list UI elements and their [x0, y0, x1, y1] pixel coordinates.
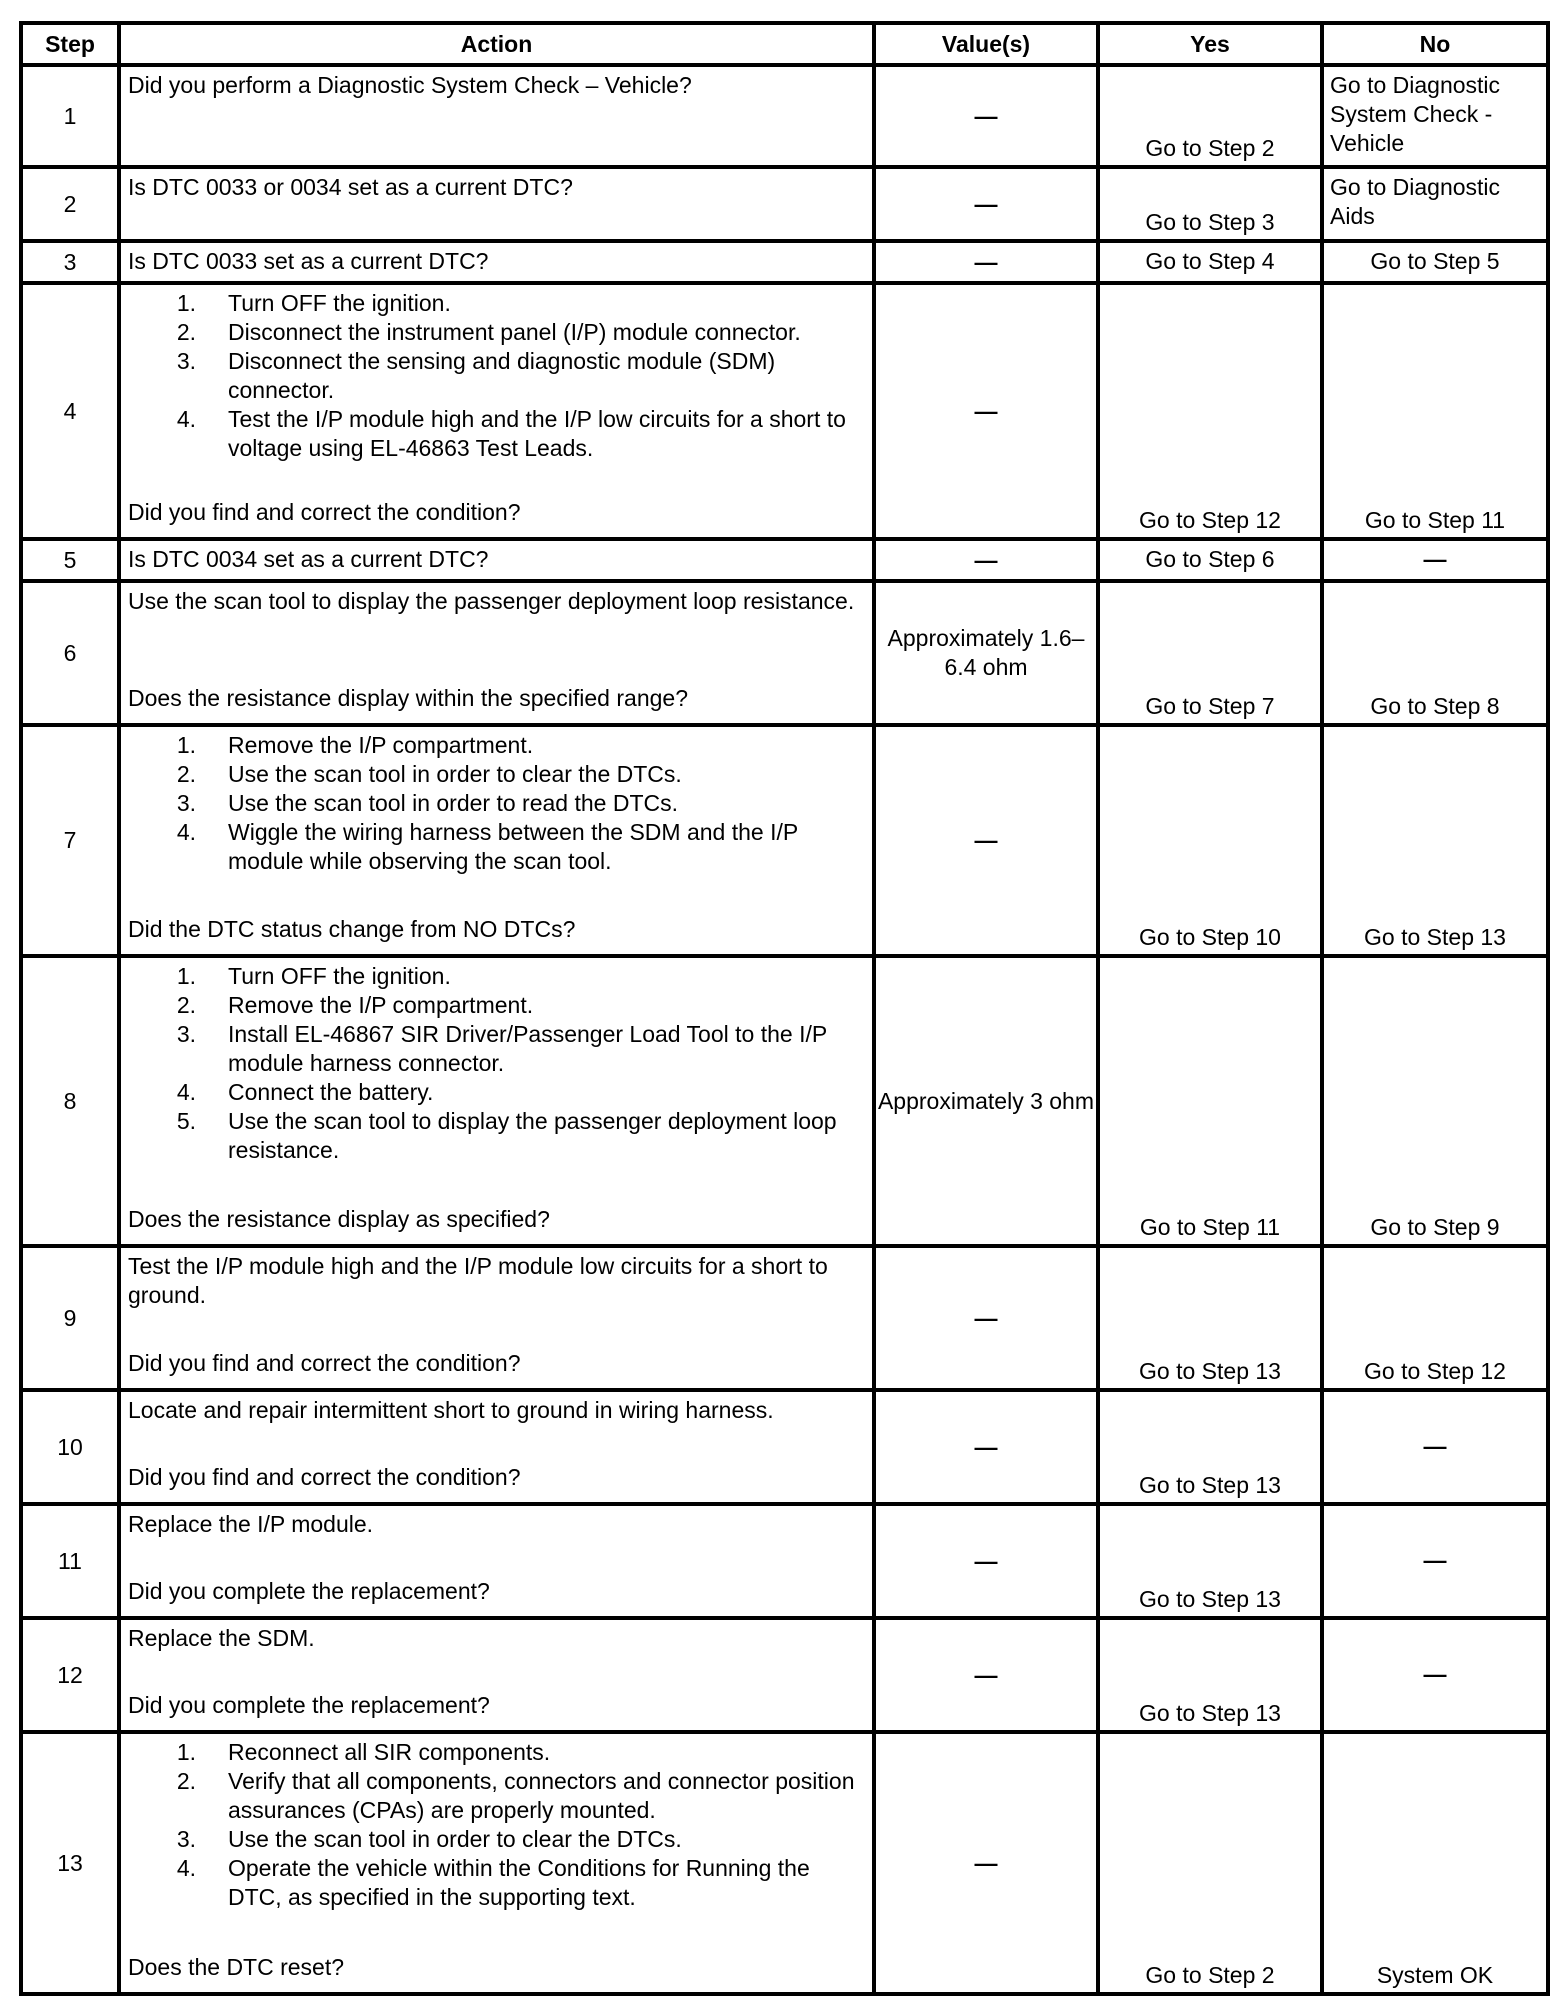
action-step: 3. Use the scan tool in order to clear the DTCs. [128, 1825, 866, 1854]
action-question: Did the DTC status change from NO DTCs? [128, 916, 576, 942]
action-step: 1. Turn OFF the ignition. [128, 289, 866, 318]
step-number: 1 [21, 65, 119, 167]
header-action: Action [119, 23, 874, 65]
action-text: Is DTC 0034 set as a current DTC? [128, 546, 489, 572]
action-text: Use the scan tool to display the passenger deployment loop resistance. [128, 588, 855, 614]
no-cell: System OK [1322, 1732, 1548, 1994]
yes-cell: Go to Step 2 [1098, 65, 1322, 167]
action-text: Replace the I/P module. [128, 1511, 374, 1537]
action-step-text: Turn OFF the ignition. [228, 963, 451, 989]
action-step-text: Disconnect the instrument panel (I/P) module connector. [228, 319, 801, 345]
table-row [21, 283, 1548, 539]
action-step-text: Verify that all components, connectors and connector position assurances (CPAs) are properly mounted. [228, 1768, 855, 1823]
action-step-text: Connect the battery. [228, 1079, 434, 1105]
action-step: 4. Wiggle the wiring harness between the SDM and the I/P module while observing the scan tool. [128, 818, 866, 876]
step-number: 6 [21, 581, 119, 725]
table-row [21, 1390, 1548, 1504]
action-step: 4. Test the I/P module high and the I/P low circuits for a short to voltage using EL-46863 Test Leads. [128, 405, 866, 463]
yes-cell: Go to Step 13 [1098, 1390, 1322, 1504]
yes-cell: Go to Step 6 [1098, 539, 1322, 581]
no-cell: Go to Diagnostic System Check - Vehicle [1322, 65, 1548, 167]
header-no: No [1322, 23, 1548, 65]
action-text: Is DTC 0033 or 0034 set as a current DTC? [128, 174, 573, 200]
action-steps-list [128, 1738, 866, 1912]
action-question: Does the resistance display as specified? [128, 1206, 550, 1232]
action-step-text: Turn OFF the ignition. [228, 290, 451, 316]
yes-cell: Go to Step 7 [1098, 581, 1322, 725]
yes-cell: Go to Step 10 [1098, 725, 1322, 956]
action-cell [119, 1732, 874, 1994]
value-cell: Approximately 1.6–6.4 ohm [874, 581, 1098, 725]
action-cell [119, 1246, 874, 1390]
action-steps-list [128, 731, 866, 876]
action-cell [119, 167, 874, 241]
yes-cell: Go to Step 3 [1098, 167, 1322, 241]
step-number: 9 [21, 1246, 119, 1390]
no-cell: Go to Diagnostic Aids [1322, 167, 1548, 241]
table-row [21, 167, 1548, 241]
value-cell: — [874, 283, 1098, 539]
action-step: 3. Disconnect the sensing and diagnostic module (SDM) connector. [128, 347, 866, 405]
action-step-text: Disconnect the sensing and diagnostic module (SDM) connector. [228, 348, 776, 403]
action-cell [119, 1504, 874, 1618]
action-step-text: Operate the vehicle within the Conditions for Running the DTC, as specified in the supporting text. [228, 1855, 810, 1910]
table-row [21, 581, 1548, 725]
table-row [21, 1504, 1548, 1618]
action-step-text: Use the scan tool to display the passenger deployment loop resistance. [228, 1108, 837, 1163]
no-cell: Go to Step 11 [1322, 283, 1548, 539]
yes-cell: Go to Step 12 [1098, 283, 1322, 539]
no-cell: Go to Step 8 [1322, 581, 1548, 725]
yes-cell: Go to Step 13 [1098, 1618, 1322, 1732]
step-number: 12 [21, 1618, 119, 1732]
action-step: 2. Remove the I/P compartment. [128, 991, 866, 1020]
step-number: 2 [21, 167, 119, 241]
no-cell: — [1322, 1504, 1548, 1618]
yes-cell: Go to Step 13 [1098, 1246, 1322, 1390]
value-cell: — [874, 539, 1098, 581]
value-cell: — [874, 1246, 1098, 1390]
action-step: 2. Verify that all components, connectors and connector position assurances (CPAs) are properly mounted. [128, 1767, 866, 1825]
action-step-text: Install EL-46867 SIR Driver/Passenger Load Tool to the I/P module harness connector. [228, 1021, 827, 1076]
action-question: Does the resistance display within the specified range? [128, 685, 688, 711]
action-question: Did you complete the replacement? [128, 1692, 490, 1718]
action-text: Test the I/P module high and the I/P module low circuits for a short to ground. [128, 1253, 828, 1308]
action-question: Does the DTC reset? [128, 1954, 345, 1980]
action-step-text: Use the scan tool in order to read the DTCs. [228, 790, 678, 816]
step-number: 3 [21, 241, 119, 283]
action-step: 2. Disconnect the instrument panel (I/P) module connector. [128, 318, 866, 347]
step-number: 11 [21, 1504, 119, 1618]
action-question: Did you find and correct the condition? [128, 1350, 521, 1376]
action-step-text: Wiggle the wiring harness between the SDM and the I/P module while observing the scan tool. [228, 819, 798, 874]
action-steps-list [128, 289, 866, 463]
table-row [21, 956, 1548, 1246]
action-cell [119, 283, 874, 539]
no-cell: — [1322, 1618, 1548, 1732]
value-cell: — [874, 725, 1098, 956]
action-step-text: Test the I/P module high and the I/P low circuits for a short to voltage using EL-46863 Test Leads. [228, 406, 846, 461]
action-step-text: Use the scan tool in order to clear the DTCs. [228, 761, 682, 787]
action-cell [119, 65, 874, 167]
table-row [21, 1618, 1548, 1732]
action-text: Replace the SDM. [128, 1625, 315, 1651]
action-step: 3. Use the scan tool in order to read the DTCs. [128, 789, 866, 818]
action-step: 3. Install EL-46867 SIR Driver/Passenger Load Tool to the I/P module harness connector. [128, 1020, 866, 1078]
value-cell: — [874, 1390, 1098, 1504]
yes-cell: Go to Step 2 [1098, 1732, 1322, 1994]
yes-cell: Go to Step 4 [1098, 241, 1322, 283]
value-cell: — [874, 167, 1098, 241]
header-values: Value(s) [874, 23, 1098, 65]
action-cell [119, 241, 874, 283]
action-question: Did you find and correct the condition? [128, 1464, 521, 1490]
action-cell [119, 581, 874, 725]
no-cell: Go to Step 13 [1322, 725, 1548, 956]
value-cell: — [874, 241, 1098, 283]
action-text: Is DTC 0033 set as a current DTC? [128, 248, 489, 274]
action-step-text: Remove the I/P compartment. [228, 992, 534, 1018]
value-cell: — [874, 1504, 1098, 1618]
action-cell [119, 1390, 874, 1504]
action-cell [119, 956, 874, 1246]
action-step: 1. Remove the I/P compartment. [128, 731, 866, 760]
step-number: 5 [21, 539, 119, 581]
table-row [21, 1732, 1548, 1994]
action-step-text: Remove the I/P compartment. [228, 732, 534, 758]
action-step: 4. Operate the vehicle within the Conditions for Running the DTC, as specified in the supporting text. [128, 1854, 866, 1912]
action-question: Did you find and correct the condition? [128, 499, 521, 525]
action-cell [119, 539, 874, 581]
step-number: 7 [21, 725, 119, 956]
action-text: Did you perform a Diagnostic System Check – Vehicle? [128, 72, 692, 98]
action-step: 1. Reconnect all SIR components. [128, 1738, 866, 1767]
table-row [21, 725, 1548, 956]
value-cell: Approximately 3 ohm [874, 956, 1098, 1246]
action-step-text: Use the scan tool in order to clear the DTCs. [228, 1826, 682, 1852]
table-row [21, 1246, 1548, 1390]
no-cell: — [1322, 539, 1548, 581]
yes-cell: Go to Step 11 [1098, 956, 1322, 1246]
action-steps-list [128, 962, 866, 1165]
step-number: 4 [21, 283, 119, 539]
action-step: 5. Use the scan tool to display the passenger deployment loop resistance. [128, 1107, 866, 1165]
no-cell: Go to Step 9 [1322, 956, 1548, 1246]
table-row [21, 539, 1548, 581]
yes-cell: Go to Step 13 [1098, 1504, 1322, 1618]
step-number: 13 [21, 1732, 119, 1994]
action-step: 2. Use the scan tool in order to clear the DTCs. [128, 760, 866, 789]
table-row [21, 65, 1548, 167]
action-step: 1. Turn OFF the ignition. [128, 962, 866, 991]
table-row [21, 241, 1548, 283]
header-row [21, 23, 1548, 65]
no-cell: — [1322, 1390, 1548, 1504]
no-cell: Go to Step 5 [1322, 241, 1548, 283]
action-text: Locate and repair intermittent short to ground in wiring harness. [128, 1397, 774, 1423]
action-cell [119, 725, 874, 956]
action-step-text: Reconnect all SIR components. [228, 1739, 551, 1765]
action-cell [119, 1618, 874, 1732]
header-yes: Yes [1098, 23, 1322, 65]
step-number: 10 [21, 1390, 119, 1504]
action-step: 4. Connect the battery. [128, 1078, 866, 1107]
value-cell: — [874, 65, 1098, 167]
action-question: Did you complete the replacement? [128, 1578, 490, 1604]
header-step: Step [21, 23, 119, 65]
value-cell: — [874, 1732, 1098, 1994]
value-cell: — [874, 1618, 1098, 1732]
step-number: 8 [21, 956, 119, 1246]
diagnostic-table [19, 21, 1550, 1996]
no-cell: Go to Step 12 [1322, 1246, 1548, 1390]
